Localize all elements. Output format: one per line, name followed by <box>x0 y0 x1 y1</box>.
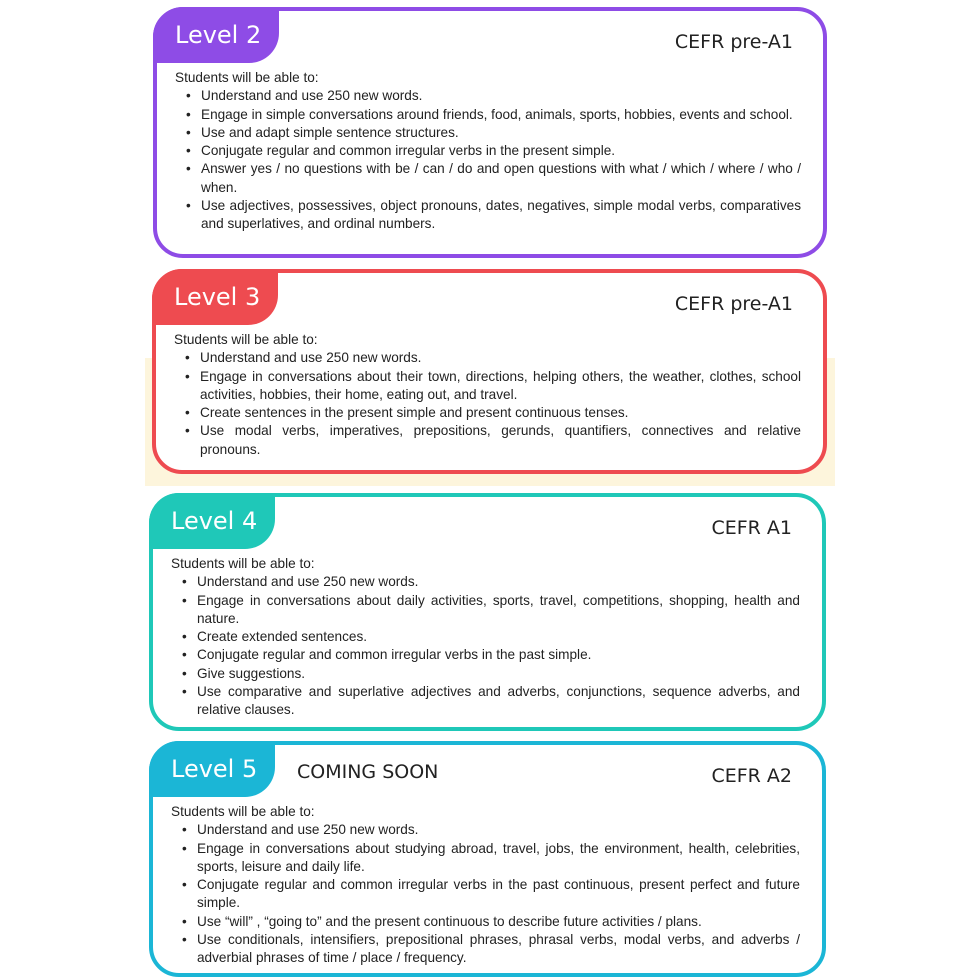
list-item: • Use “will” , “going to” and the present continuous to describe future activities / plans. <box>197 913 800 931</box>
list-item: • Give suggestions. <box>197 665 800 683</box>
level-2-cefr: CEFR pre-A1 <box>674 31 793 53</box>
level-4-body <box>171 555 800 720</box>
level-5-cefr: CEFR A2 <box>711 765 792 787</box>
list-item: • Understand and use 250 new words. <box>197 821 800 839</box>
list-item: • Understand and use 250 new words. <box>201 87 801 105</box>
list-item: • Use modal verbs, imperatives, prepositions, gerunds, quantifiers, connectives and relative pronouns. <box>200 422 801 459</box>
level-3-cefr: CEFR pre-A1 <box>674 293 793 315</box>
list-item: • Answer yes / no questions with be / can / do and open questions with what / which / where / who / when. <box>201 160 801 197</box>
level-3-card <box>152 269 827 474</box>
level-4-intro: Students will be able to: <box>171 556 315 571</box>
list-item: • Conjugate regular and common irregular verbs in the past continuous, present perfect and future simple. <box>197 876 800 913</box>
level-5-tab: Level 5 <box>149 741 275 797</box>
list-item: • Conjugate regular and common irregular verbs in the present simple. <box>201 142 801 160</box>
list-item: • Understand and use 250 new words. <box>200 349 801 367</box>
level-2-tab: Level 2 <box>153 7 279 63</box>
list-item: • Use adjectives, possessives, object pronouns, dates, negatives, simple modal verbs, comparatives and superlatives, and ordinal numbers. <box>201 197 801 234</box>
level-2-body <box>175 69 801 234</box>
level-3-body <box>174 331 801 459</box>
level-2-card <box>153 7 827 258</box>
list-item: • Engage in simple conversations around friends, food, animals, sports, hobbies, events and school. <box>201 106 801 124</box>
list-item: • Engage in conversations about their town, directions, helping others, the weather, clothes, school activities, hobbies, their home, eating out, and travel. <box>200 368 801 405</box>
list-item: • Use and adapt simple sentence structures. <box>201 124 801 142</box>
level-5-list <box>171 821 800 967</box>
level-2-intro: Students will be able to: <box>175 70 319 85</box>
coming-soon-label: COMING SOON <box>297 761 439 783</box>
list-item: • Engage in conversations about daily activities, sports, travel, competitions, shopping, health and nature. <box>197 592 800 629</box>
level-5-card <box>149 741 826 977</box>
level-4-list <box>171 573 800 719</box>
list-item: • Use comparative and superlative adjectives and adverbs, conjunctions, sequence adverbs, and relative clauses. <box>197 683 800 720</box>
level-3-intro: Students will be able to: <box>174 332 318 347</box>
level-3-list <box>174 349 801 459</box>
level-4-cefr: CEFR A1 <box>711 517 792 539</box>
level-3-tab: Level 3 <box>152 269 278 325</box>
level-2-list <box>175 87 801 233</box>
level-4-tab: Level 4 <box>149 493 275 549</box>
list-item: • Engage in conversations about studying abroad, travel, jobs, the environment, health, celebrities, sports, leisure and daily life. <box>197 840 800 877</box>
list-item: • Create sentences in the present simple and present continuous tenses. <box>200 404 801 422</box>
level-5-intro: Students will be able to: <box>171 804 315 819</box>
list-item: • Use conditionals, intensifiers, prepositional phrases, phrasal verbs, modal verbs, and adverbs / adverbial phrases of time / place / frequency. <box>197 931 800 968</box>
level-4-card <box>149 493 826 731</box>
list-item: • Understand and use 250 new words. <box>197 573 800 591</box>
list-item: • Create extended sentences. <box>197 628 800 646</box>
level-5-body <box>171 803 800 968</box>
list-item: • Conjugate regular and common irregular verbs in the past simple. <box>197 646 800 664</box>
